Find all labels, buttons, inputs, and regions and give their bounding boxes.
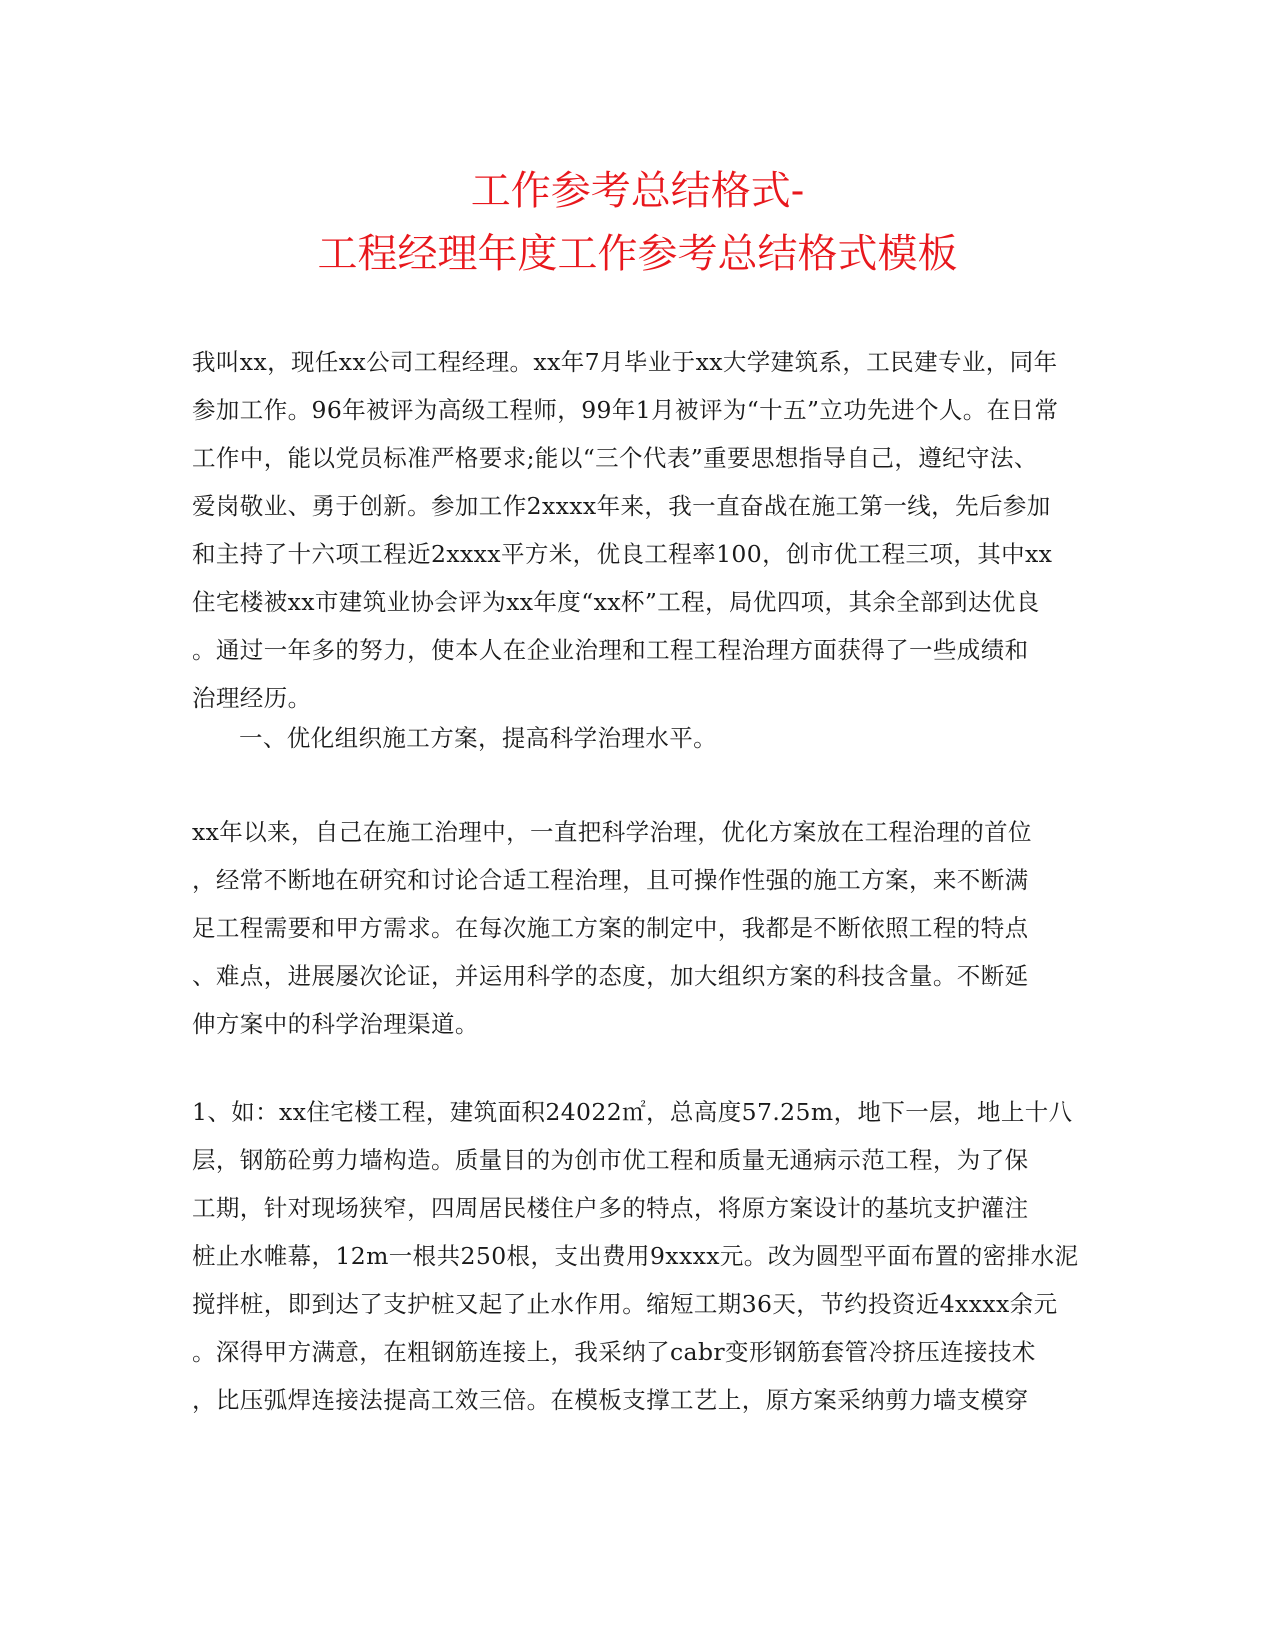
paragraph-line: 、难点，进展屡次论证，并运用科学的态度，加大组织方案的科技含量。不断延 [192,962,1029,990]
paragraph-line: 工期，针对现场狭窄，四周居民楼住户多的特点，将原方案设计的基坑支护灌注 [192,1194,1029,1222]
paragraph-line: 。深得甲方满意，在粗钢筋连接上，我采纳了cabr变形钢筋套管冷挤压连接技术 [192,1338,1036,1366]
paragraph-line: 工作中，能以党员标准严格要求;能以“三个代表”重要思想指导自己，遵纪守法、 [192,444,1038,472]
paragraph-line: 伸方案中的科学治理渠道。 [192,1010,479,1038]
intro-paragraph [192,338,1092,722]
paragraph-line: 爱岗敬业、勇于创新。参加工作2xxxx年来，我一直奋战在施工第一线，先后参加 [192,492,1051,520]
document-title-line-1: 工作参考总结格式- [470,168,805,214]
section-heading [192,714,1092,762]
paragraph-line: 1、如：xx住宅楼工程，建筑面积24022㎡，总高度57.25m，地下一层，地上十八 [192,1098,1073,1126]
section-1-paragraph [192,808,1092,1048]
paragraph-line: 我叫xx，现任xx公司工程经理。xx年7月毕业于xx大学建筑系，工民建专业，同年 [192,348,1058,376]
paragraph-line: 足工程需要和甲方需求。在每次施工方案的制定中，我都是不断依照工程的特点 [192,914,1029,942]
paragraph-line: 层，钢筋砼剪力墙构造。质量目的为创市优工程和质量无通病示范工程，为了保 [192,1146,1029,1174]
document-title-line-2: 工程经理年度工作参考总结格式模板 [317,231,958,277]
paragraph-line: 参加工作。96年被评为高级工程师，99年1月被评为“十五”立功先进个人。在日常 [192,396,1059,424]
paragraph-line: xx年以来，自己在施工治理中，一直把科学治理，优化方案放在工程治理的首位 [192,818,1032,846]
paragraph-line: 住宅楼被xx市建筑业协会评为xx年度“xx杯”工程，局优四项，其余全部到达优良 [192,588,1040,616]
section-1-heading: 一、优化组织施工方案，提高科学治理水平。 [239,724,717,752]
paragraph-line: 。通过一年多的努力，使本人在企业治理和工程工程治理方面获得了一些成绩和 [192,636,1029,664]
paragraph-line: ，比压弧焊连接法提高工效三倍。在模板支撑工艺上，原方案采纳剪力墙支模穿 [192,1386,1029,1414]
paragraph-line: 治理经历。 [192,684,312,712]
paragraph-line: ，经常不断地在研究和讨论合适工程治理，且可操作性强的施工方案，来不断满 [192,866,1029,894]
paragraph-line: 搅拌桩，即到达了支护桩又起了止水作用。缩短工期36天，节约投资近4xxxx余元 [192,1290,1058,1318]
example-1-paragraph [192,1088,1092,1424]
paragraph-line: 和主持了十六项工程近2xxxx平方米，优良工程率100，创市优工程三项，其中xx [192,540,1053,568]
paragraph-line: 桩止水帷幕，12m一根共250根，支出费用9xxxx元。改为圆型平面布置的密排水泥 [192,1242,1079,1270]
